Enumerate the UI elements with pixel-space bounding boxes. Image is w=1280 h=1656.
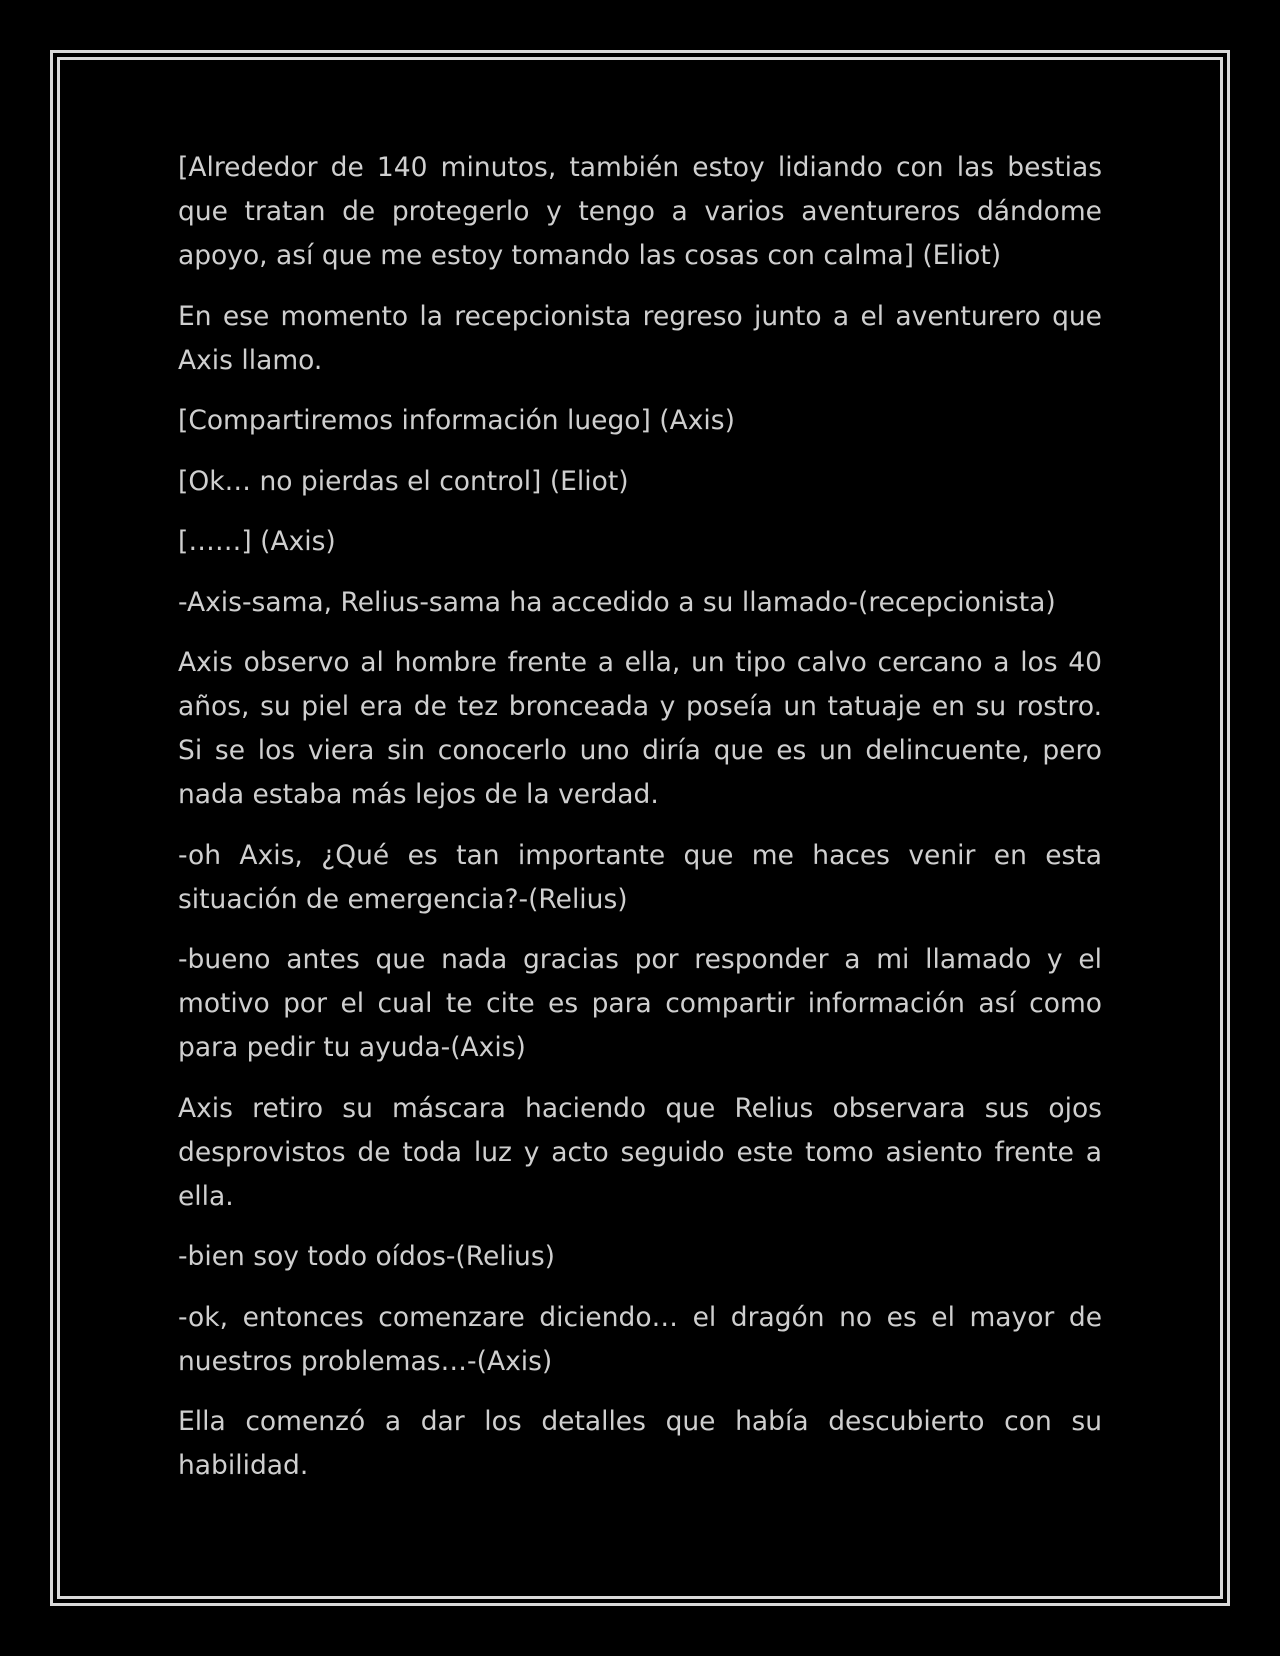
paragraph: [……] (Axis)	[178, 526, 336, 557]
paragraph: En ese momento la recepcionista regreso junto a el aventurero que Axis llamo.	[178, 300, 1102, 376]
paragraph: Axis observo al hombre frente a ella, un tipo calvo cercano a los 40 años, su piel era de tez bronceada y poseía un tatuaje en su rostro. Si se los viera sin conocerlo uno diría que es un delincuente, pero nada estaba más lejos de la verdad.	[178, 647, 1102, 810]
paragraph: -ok, entonces comenzare diciendo… el dragón no es el mayor de nuestros problemas…-(Axis)	[178, 1301, 1102, 1377]
paragraph: -bueno antes que nada gracias por responder a mi llamado y el motivo por el cual te cite es para compartir información así como para pedir tu ayuda-(Axis)	[178, 944, 1102, 1063]
paragraph: [Compartiremos información luego] (Axis)	[178, 405, 735, 436]
paragraph: Ella comenzó a dar los detalles que había descubierto con su habilidad.	[178, 1406, 1102, 1481]
paragraph: Axis retiro su máscara haciendo que Relius observara sus ojos desprovistos de toda luz y acto seguido este tomo asiento frente a ella.	[178, 1092, 1102, 1212]
paragraph: -bien soy todo oídos-(Relius)	[178, 1241, 555, 1272]
document-text	[178, 146, 1102, 1505]
paragraph: [Ok… no pierdas el control] (Eliot)	[178, 465, 629, 497]
paragraph: [Alrededor de 140 minutos, también estoy lidiando con las bestias que tratan de protegerlo y tengo a varios aventureros dándome apoyo, así que me estoy tomando las cosas con calma] (Eliot)	[178, 152, 1102, 271]
paragraph: -Axis-sama, Relius-sama ha accedido a su llamado-(recepcionista)	[178, 586, 1056, 618]
paragraph: -oh Axis, ¿Qué es tan importante que me haces venir en esta situación de emergencia?-(Relius)	[178, 839, 1102, 915]
